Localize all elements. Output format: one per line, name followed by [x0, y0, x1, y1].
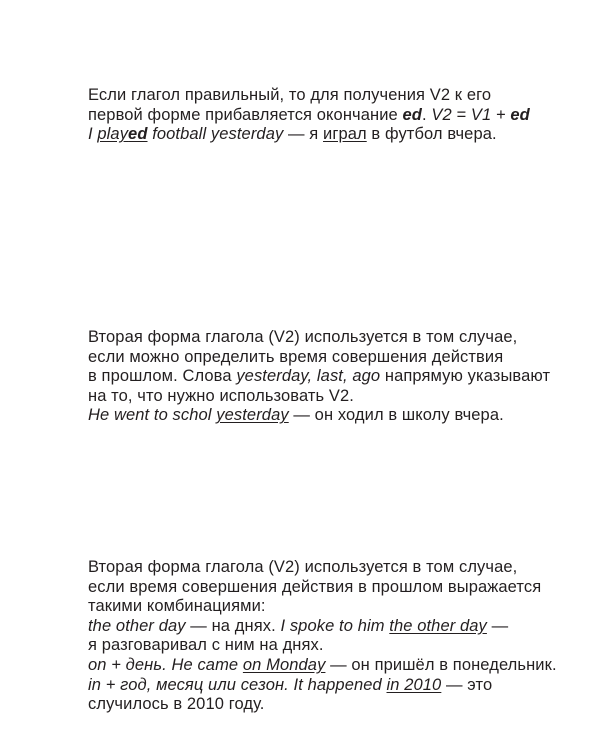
- text-segment: играл: [323, 125, 367, 144]
- text-segment: the other day: [88, 616, 186, 635]
- text-line: [88, 406, 548, 426]
- text-line: [88, 655, 557, 676]
- text-segment: in 2010: [386, 675, 442, 694]
- text-segment: He went to schol: [88, 406, 217, 425]
- text-line: [88, 125, 548, 145]
- text-segment: on + день. He came: [88, 655, 243, 674]
- text-segment: если можно определить время совершения действия: [88, 347, 504, 366]
- text-line: [88, 387, 548, 407]
- text-segment: yesterday: [216, 406, 289, 425]
- text-segment: Если глагол правильный, то для получения V2 к его: [88, 86, 492, 104]
- paragraph-time-markers-rule: [88, 328, 551, 426]
- text-segment: yesterday, last, ago: [236, 367, 381, 386]
- text-segment: ed: [128, 125, 148, 144]
- text-line: [88, 328, 548, 348]
- text-segment: .: [421, 105, 432, 124]
- text-segment: случилось в 2010 году.: [88, 695, 265, 714]
- text-segment: play: [97, 125, 129, 144]
- text-line: [88, 367, 551, 387]
- text-line: [88, 676, 548, 696]
- paragraph-regular-verbs-rule: [88, 86, 548, 145]
- text-segment: — я: [283, 125, 324, 144]
- text-segment: если время совершения действия в прошлом выражается: [88, 577, 542, 596]
- text-line: [88, 558, 548, 578]
- text-segment: Вторая форма глагола (V2) используется в том случае,: [88, 558, 518, 576]
- text-segment: на то, что нужно использовать V2.: [88, 386, 354, 405]
- text-segment: —: [486, 616, 509, 635]
- text-segment: V2 = V1 +: [431, 105, 511, 124]
- text-segment: on Monday: [242, 655, 326, 674]
- text-segment: напрямую указывают: [380, 367, 551, 386]
- text-segment: я разговаривал с ним на днях.: [88, 636, 324, 655]
- text-segment: — это: [441, 675, 493, 694]
- text-segment: — он пришёл в понедельник.: [325, 655, 557, 674]
- text-segment: in + год, месяц или сезон. It happened: [88, 675, 387, 694]
- text-line: [88, 597, 548, 617]
- text-line: [88, 617, 548, 637]
- text-segment: I: [88, 125, 98, 144]
- text-segment: football yesterday: [147, 125, 284, 144]
- paragraph-time-combinations-rule: [88, 558, 557, 715]
- text-segment: ed: [402, 105, 422, 124]
- text-line: [88, 578, 548, 598]
- text-segment: the other day: [389, 616, 487, 635]
- text-segment: Вторая форма глагола (V2) используется в том случае,: [88, 328, 518, 346]
- text-line: [88, 86, 548, 106]
- text-segment: I spoke to him: [280, 616, 390, 635]
- text-line: [88, 348, 548, 368]
- text-segment: в футбол вчера.: [366, 125, 497, 144]
- text-segment: такими комбинациями:: [88, 597, 266, 616]
- text-line: [88, 106, 548, 126]
- text-segment: — на днях.: [185, 616, 281, 635]
- text-segment: ed: [510, 105, 530, 124]
- text-segment: в прошлом. Слова: [88, 367, 237, 386]
- text-line: [88, 695, 548, 715]
- text-segment: — он ходил в школу вчера.: [288, 406, 504, 425]
- text-segment: первой форме прибавляется окончание: [88, 105, 403, 124]
- text-line: [88, 636, 548, 656]
